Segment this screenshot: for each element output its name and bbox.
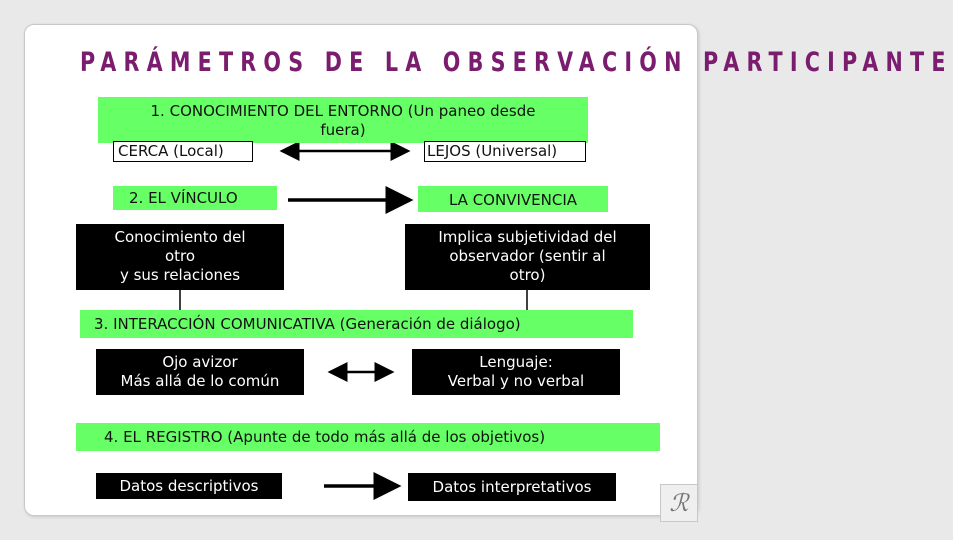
ojo-avizor-line2: Más allá de lo común — [120, 372, 280, 390]
section-1-line2: fuera) — [320, 121, 366, 139]
cerca-label: CERCA (Local) — [113, 141, 253, 162]
convivencia-description — [405, 224, 650, 290]
section-3-heading: 3. INTERACCIÓN COMUNICATIVA (Generación de diálogo) — [80, 310, 633, 338]
section-4-heading: 4. EL REGISTRO (Apunte de todo más allá de los objetivos) — [76, 423, 660, 451]
datos-interpretativos-box: Datos interpretativos — [408, 473, 616, 501]
vinculo-desc-line1: Conocimiento del — [114, 228, 246, 246]
ojo-avizor-line1: Ojo avizor — [162, 353, 238, 371]
lenguaje-line2: Verbal y no verbal — [447, 372, 585, 390]
vinculo-desc-line2: otro — [164, 247, 196, 265]
lenguaje-line1: Lenguaje: — [479, 353, 553, 371]
convivencia-desc-line3: otro) — [509, 266, 546, 284]
vinculo-description — [76, 224, 284, 290]
vinculo-label: 2. EL VÍNCULO — [113, 186, 277, 210]
lejos-label: LEJOS (Universal) — [424, 141, 586, 162]
section-1-heading — [98, 97, 588, 143]
convivencia-label: LA CONVIVENCIA — [418, 186, 608, 212]
ojo-avizor-box — [96, 349, 304, 395]
section-1-line1: 1. CONOCIMIENTO DEL ENTORNO (Un paneo desde — [150, 102, 536, 120]
convivencia-desc-line1: Implica subjetividad del — [438, 228, 617, 246]
vinculo-desc-line3: y sus relaciones — [119, 266, 241, 284]
signature-logo-icon: ℛ — [660, 484, 698, 522]
datos-descriptivos-box: Datos descriptivos — [96, 473, 282, 499]
slide-title: PARÁMETROS DE LA OBSERVACIÓN PARTICIPANTE — [80, 48, 953, 78]
lenguaje-box — [412, 349, 620, 395]
convivencia-desc-line2: observador (sentir al — [449, 247, 606, 265]
